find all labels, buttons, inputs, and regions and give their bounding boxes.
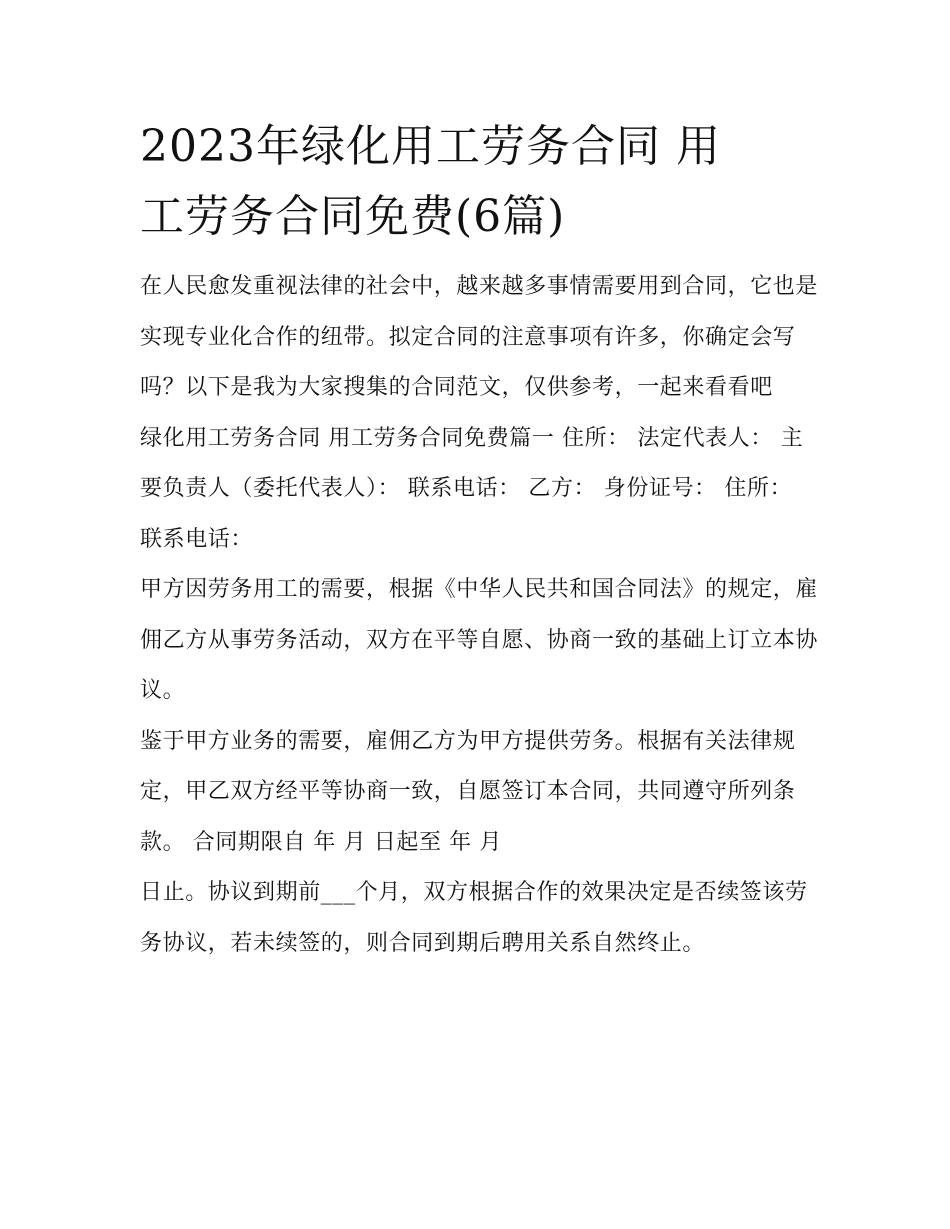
term-paragraph: 日止。协议到期前___个月，双方根据合作的效果决定是否续签该劳务协议，若未续签的，则合同到期后聘用关系自然终止。 xyxy=(140,880,808,956)
document-title xyxy=(140,112,820,252)
title-line-1: 2023年绿化用工劳务合同 用 xyxy=(140,121,721,172)
document-page xyxy=(140,112,820,969)
purpose-paragraph: 甲方因劳务用工的需要，根据《中华人民共和国合同法》的规定，雇佣乙方从事劳务活动，双方在平等自愿、协商一致的基础上订立本协议。 xyxy=(140,577,819,703)
intro-paragraph: 在人民愈发重视法律的社会中，越来越多事情需要用到合同，它也是实现专业化合作的纽带。拟定合同的注意事项有许多，你确定会写吗？以下是我为大家搜集的合同范文，仅供参考，一起来看看吧 xyxy=(140,274,819,400)
agreement-paragraph: 鉴于甲方业务的需要，雇佣乙方为甲方提供劳务。根据有关法律规定，甲乙双方经平等协商一致，自愿签订本合同，共同遵守所列条款。 合同期限自 年 月 日起至 年 月 xyxy=(140,728,796,855)
title-line-2: 工劳务合同免费(6篇) xyxy=(140,191,566,242)
party-info-paragraph: 绿化用工劳务合同 用工劳务合同免费篇一 住所： 法定代表人： 主要负责人（委托代表人）： 联系电话： 乙方： 身份证号： 住所： 联系电话： xyxy=(140,425,804,552)
